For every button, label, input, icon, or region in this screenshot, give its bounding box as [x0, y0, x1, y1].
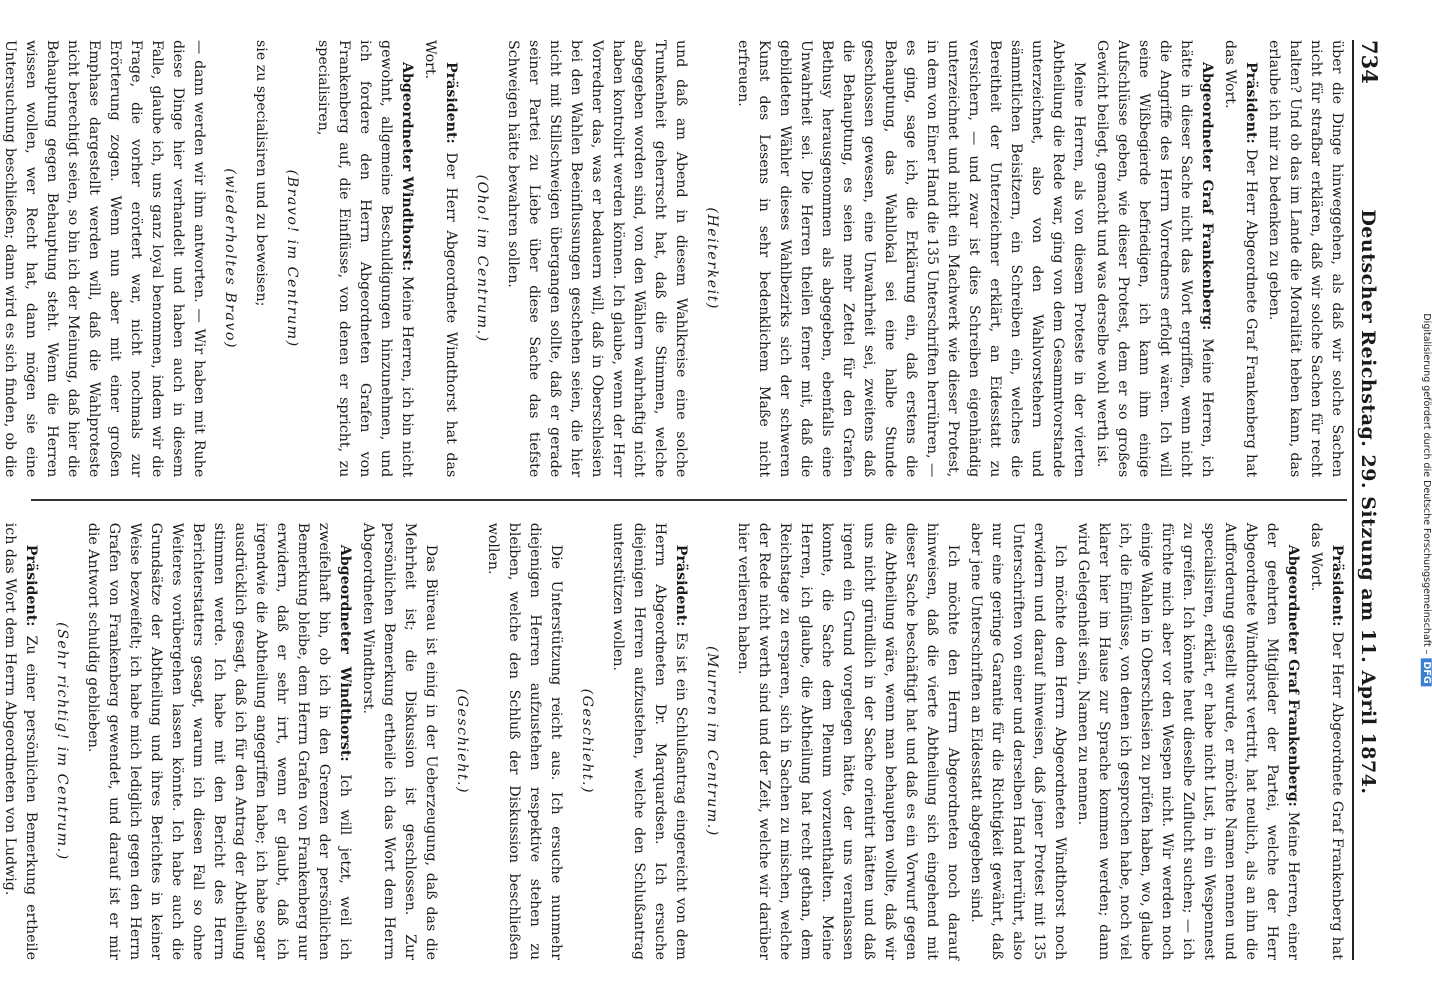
paragraph: [732, 523, 963, 960]
stage-text: (Sehr richtig! im Centrum.): [54, 622, 70, 861]
text-columns: [2, 40, 1347, 960]
stage-direction: [701, 523, 722, 960]
paragraph-text: und daß am Abend in diesem Wahlkreise eine solche Trunkenheit geherrscht hat, daß die Stimmen, welche abgegeben worden sind, von den Wählern wahrhaftig nicht haben kontrolirt werden können. Ich glaube, wenn der Herr Vorredner das, was er bedauern will, daß in Oberschlesien bei den Wahlen Beeinflussungen geschehen seien, die hier nicht mit Stillschweigen übergangen sollte, daß er gerade seiner Partei zu Liebe über diese Sache das tiefste Schweigen hätte bewahren sollen.: [505, 40, 689, 478]
paragraph-text: über die Dinge hinweggehen, als daß wir solche Sachen nicht für strafbar erklären, daß wir solche Sachen für recht halten? Und ob das im Lande die Moralität heben kann, das erlaube ich mir zu bedenken zu geben.: [1266, 40, 1345, 478]
speaker-name: Abgeordneter Windthorst:: [399, 62, 415, 272]
stage-text: (Oho! im Centrum.): [474, 174, 490, 343]
paragraph: [1091, 40, 1217, 477]
stage-text: (Bravo! im Centrum): [284, 169, 300, 348]
paragraph-text: Die Unterstützung reicht aus. Ich ersuche nunmehr diejenigen Herren aufzustehen respektive stehen zu bleiben, welche den Schluß der Diskussion beschließen wollen.: [485, 522, 564, 960]
stage-text: (Heiterkeit): [704, 207, 720, 310]
speaker-name: Abgeordneter Windthorst:: [337, 544, 353, 762]
credit-text: Digitalisierung gefördert durch die Deutsche Forschungsgemeinschaft –: [1420, 313, 1432, 655]
rotated-page: [2, 20, 1411, 980]
paragraph: [312, 40, 417, 477]
paragraph-text: Der Herr Abgeordnete Graf Frankenberg hat das Wort.: [1222, 40, 1259, 478]
speaker-name: Präsident:: [1329, 544, 1345, 627]
paragraph: [1305, 523, 1347, 960]
paragraph-text: — dann werden wir ihm antworten. — Wir haben mit Ruhe diese Dinge hier verhandelt und haben auch in diesem Falle, glaube ich, uns ganz loyal benommen, indem wir die Frage, die vorher erörtert war, nicht nochmals zur Erörterung zogen. Wenn nun aber mit einer großen Emphase dargestellt werden will, daß die Wahlproteste nicht berechtigt seien, so bin ich der Meinung, daß hier die Behauptung gegen Behauptung steht. Wenn die Herren wissen wollen, wer Recht hat, dann mögen sie eine Untersuchung beschließen; dann wird es sich finden, ob die: [2, 40, 207, 478]
paragraph: [965, 523, 1070, 960]
stage-direction: [451, 523, 472, 960]
stage-direction: [576, 523, 597, 960]
paragraph-text: Es ist ein Schlußantrag eingereicht von dem Herrn Abgeordneten Dr. Marquardsen. Ich ersuche diejenigen Herren aufzustehen, welche den Schlußantrag unterstützen wollen.: [610, 522, 689, 960]
paragraph: [502, 40, 691, 477]
page-header: [1352, 40, 1389, 960]
stage-direction: [281, 40, 302, 477]
speaker-name: Abgeordneter Graf Frankenberg:: [1199, 62, 1215, 331]
speaker-name: Präsident:: [1243, 62, 1259, 144]
stage-direction: [51, 523, 72, 960]
stage-direction: [471, 40, 492, 477]
paragraph: [250, 40, 271, 477]
paragraph-text: Der Herr Abgeordnete Graf Frankenberg hat das Wort.: [1308, 522, 1345, 960]
paragraph: [1072, 523, 1303, 960]
right-column: [2, 522, 1347, 960]
stage-text: (Murren im Centrum.): [704, 645, 720, 837]
paragraph-text: sie zu specialisiren und zu beweisen;: [253, 40, 269, 307]
paragraph-text: Ich möchte den Herrn Abgeordneten noch darauf hinweisen, daß die vierte Abtheilung sich eingehend mit dieser Sache beschäftigt hat und daß es ein Vorwurf gegen die Abtheilung wäre, wenn man behaupten wollte, daß wir uns nicht gründlich in der Sache orientirt hätten und daß irgend ein Grund vorgelegen hätte, der uns veranlassen konnte, die Sache dem Plenum vorzuenthalten. Meine Herren, ich glaube, die Abtheilung hat recht gethan, dem Reichstage zu ersparen, sich in Sachen zu mischen, welche der Rede nicht werth sind und der Zeit, welche wir darüber hier verlieren haben.: [735, 522, 961, 960]
paragraph-text: Meine Herren, ich hätte in dieser Sache nicht das Wort ergriffen, wenn nicht die Angriffe des Herrn Vorredners erfolgt wären. Ich will seine Wißbegierde befriedigen, ich kann ihm einige Aufschlüsse geben, wie dieser Protest, dem er so großes Gewicht beilegt, gemacht und was derselbe wohl werth ist.: [1094, 40, 1215, 478]
paragraph-text: Ich möchte dem Herrn Abgeordneten Windthorst noch erwidern und darauf hinweisen, daß jener Protest mit 135 Unterschriften von einer und derselben Hand herrührt, also nur eine geringe Garantie für die Richtigkeit gewährt, daß aber jene Unterschriften an Eidesstatt abgegeben sind.: [968, 522, 1068, 960]
speaker-name: Präsident:: [23, 544, 39, 627]
paragraph-text: Das Büreau ist einig in der Ueberzeugung, daß das die Mehrheit ist; die Diskussion ist geschlossen. Zur persönlichen Bemerkung ertheile ich das Wort dem Herrn Abgeordneten Windthorst.: [360, 522, 439, 960]
paragraph: [357, 523, 441, 960]
paragraph: [607, 523, 691, 960]
paragraph-text: Meine Herren, als von diesem Proteste in der vierten Abtheilung die Rede war, ging von dem Gesammtvorstande unterzeichnet, also von den Wahlvorstehern und sämmtlichen Beisitzern, ein Schreiben ein, welches die Bereitheit der Unterzeichner erklärt, an Eidesstatt zu versichern, — und zwar ist dies Schreiben eigenhändig unterzeichnet und nicht ein Machwerk wie dieser Protest, in dem von Einer Hand die 135 Unterschriften herrühren, — es ging, sage ich, die Erklärung ein, daß erstens die Behauptung, das Wahllokal sei eine halbe Stunde geschlossen gewesen, eine Unwahrheit sei, zweitens daß die Behauptung, es seien mehr Zettel für den Grafen Bethusy herausgenommen als abgegeben, ebenfalls eine Unwahrheit sei. Die Herren theilen ferner mit, daß die gebildeten Wähler dieses Wahlbezirks sich der schweren Kunst des Lesens in sehr bedenklichem Maße nicht erfreuen.: [735, 40, 1087, 478]
stage-text: (Geschieht.): [579, 688, 595, 795]
digitization-credit: [1421, 313, 1432, 686]
header-title: Deutscher Reichstag. 29. Sitzung am 11. April 1874.: [1357, 209, 1379, 795]
paragraph: [1263, 40, 1347, 477]
speaker-name: Abgeordneter Graf Frankenberg:: [1285, 544, 1301, 807]
speaker-name: Präsident:: [673, 544, 689, 627]
stage-text: (wiederholtes Bravo): [222, 168, 238, 349]
paragraph-text: Meine Herren, einer der geehrten Mitglieder der Partei, welche der Herr Abgeordnete Windthorst vertritt, hat neulich, als an ihn die Aufforderung gestellt wurde, er möchte Namen nennen und specialisiren, erklärt, er habe nicht Lust, in ein Wespennest zu greifen. Ich könnte heut dieselbe Zuflucht suchen; — ich fürchte mich aber vor den Wespen nicht. Wir werden noch einige Wahlen in Oberschlesien zu prüfen haben, wo, glaube ich, die Einflüsse, von denen ich gesprochen habe, noch viel klarer hier im Hause zur Sprache kommen werden; dann wird Gelegenheit sein, Namen zu nennen.: [1075, 522, 1301, 960]
stage-text: (Geschieht.): [454, 688, 470, 795]
speaker-name: Präsident:: [443, 62, 459, 144]
left-column: [2, 40, 1347, 478]
paragraph: [482, 523, 566, 960]
paragraph-text: Ich will jetzt, weil ich zweifelhaft bin, ob ich in den Grenzen der persönlichen Bemerkung bleibe, dem Herrn Grafen von Frankenberg nur erwidern, daß er sehr irrt, wenn er glaubt, daß ich irgendwie die Abtheilung angegriffen habe; ich habe sogar ausdrücklich gesagt, daß ich für den Antrag der Abtheilung stimmen werde. Ich habe mit den Bericht des Herrn Berichterstatters gesagt, warum ich diesen Fall so ohne Weiteres vorübergehen lassen könnte. Ich habe auch die Grundsätze der Abtheilung und ihres Berichtes in keiner Weise bezweifelt; ich habe mich lediglich gegen den Herrn Grafen von Frankenberg gewendet, und darauf ist er mir die Antwort schuldig geblieben.: [85, 522, 353, 960]
column-divider: [31, 499, 1347, 501]
stage-direction: [219, 40, 240, 477]
paragraph: [82, 523, 355, 960]
paragraph: [0, 40, 209, 477]
paragraph: [0, 523, 41, 960]
page-number: 734: [1357, 40, 1382, 84]
stage-direction: [701, 40, 722, 477]
dfg-logo: DFG: [1421, 658, 1432, 686]
paragraph: [1219, 40, 1261, 477]
paragraph: [732, 40, 1089, 477]
paragraph-text: Meine Herren, ich bin nicht gewohnt, allgemeine Beschuldigungen hinzunehmen, und ich fordere den Herrn Abgeordneten Grafen von Frankenberg auf, die Einflüsse, von denen er spricht, zu specialisiren,: [315, 40, 415, 478]
paragraph: [419, 40, 461, 477]
paragraph-text: Der Herr Abgeordnete Windthorst hat das Wort.: [422, 40, 459, 478]
paragraph-text: Zu einer persönlichen Bemerkung ertheile ich das Wort dem Herrn Abgeordneten von Ludwig.: [2, 522, 39, 960]
